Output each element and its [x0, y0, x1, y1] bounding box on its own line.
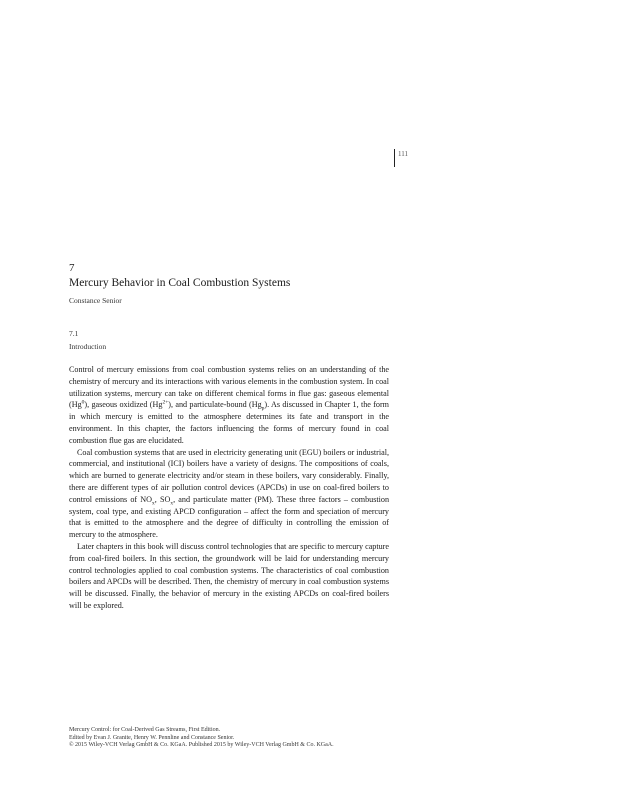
footer-line-2: Edited by Evan J. Granite, Henry W. Pennline and Constance Senior. — [69, 734, 235, 741]
p1-sub-3: p — [261, 406, 265, 413]
section-number: 7.1 — [69, 329, 79, 338]
paragraph-3: Later chapters in this book will discuss control technologies that are specific to mercury capture from coal-fired boilers. In this section, the groundwork will be laid for understanding mercury control technologies applied to coal combustion systems. The characteristics of coal combustion boilers and APCDs will be described. Then, the chemistry of mercury in coal combustion systems will be discussed. Finally, the behavior of mercury in the existing APCDs on coal-fired boilers will be explored. — [69, 541, 389, 610]
p1-text-3: ), and particulate-bound (Hg — [168, 400, 262, 410]
p1-sup-2: 2+ — [162, 399, 169, 406]
p1-text-2: ), gaseous oxidized (Hg — [84, 400, 163, 410]
chapter-title: Mercury Behavior in Coal Combustion Systems — [69, 277, 291, 289]
p2-sub-1: x — [152, 500, 155, 507]
footer-line-3: © 2015 Wiley-VCH Verlag GmbH & Co. KGaA. Published 2015 by Wiley-VCH Verlag GmbH & Co. KGaA. — [69, 742, 334, 749]
p2-text-3: , and particulate matter (PM). These three factors – combustion system, coal type, and existing APCD configuration – affect the form and speciation of mercury that is emitted to the atmosphere and the degree of difficulty in controlling the emission of mercury to the atmosphere. — [69, 494, 390, 540]
p2-text-2: , SO — [154, 494, 171, 504]
section-title: Introduction — [69, 342, 107, 351]
chapter-number: 7 — [69, 262, 75, 274]
copyright-footer — [69, 727, 334, 750]
footer-line-1: Mercury Control: for Coal-Derived Gas Streams, First Edition. — [69, 727, 221, 733]
p1-text-4: ). As discussed in Chapter 1, the form in which mercury is emitted to the atmosphere determines its fate and transport in the environment. In this chapter, the factors influencing the forms of mercury found in coal combustion flue gas are elucidated. — [69, 400, 389, 445]
p2-sub-2: x — [170, 500, 174, 507]
p1-text-1: Control of mercury emissions from coal combustion systems relies on an understanding of the chemistry of mercury and its interactions with various elements in the combustion system. In coal utilization systems, mercury can take on different chemical forms in flue gas: gaseous elemental (Hg — [69, 365, 389, 410]
p2-text-1: Coal combustion systems that are used in electricity generating unit (EGU) boilers or industrial, commercial, and institutional (ICI) boilers have a variety of designs. The compositions of coals, which are burned to generate electricity and/or steam in these boilers, vary considerably. Finally, there are different types of air pollution control devices (APCDs) in use on coal-fired boilers to control emissions of NO — [69, 447, 389, 504]
page-marker-rule — [394, 149, 395, 167]
chapter-author: Constance Senior — [69, 296, 122, 305]
paragraph-1 — [69, 364, 389, 447]
body-text — [69, 364, 389, 612]
p1-sup-1: 0 — [81, 399, 85, 406]
page-number: 111 — [398, 150, 408, 158]
paragraph-2 — [69, 447, 389, 541]
